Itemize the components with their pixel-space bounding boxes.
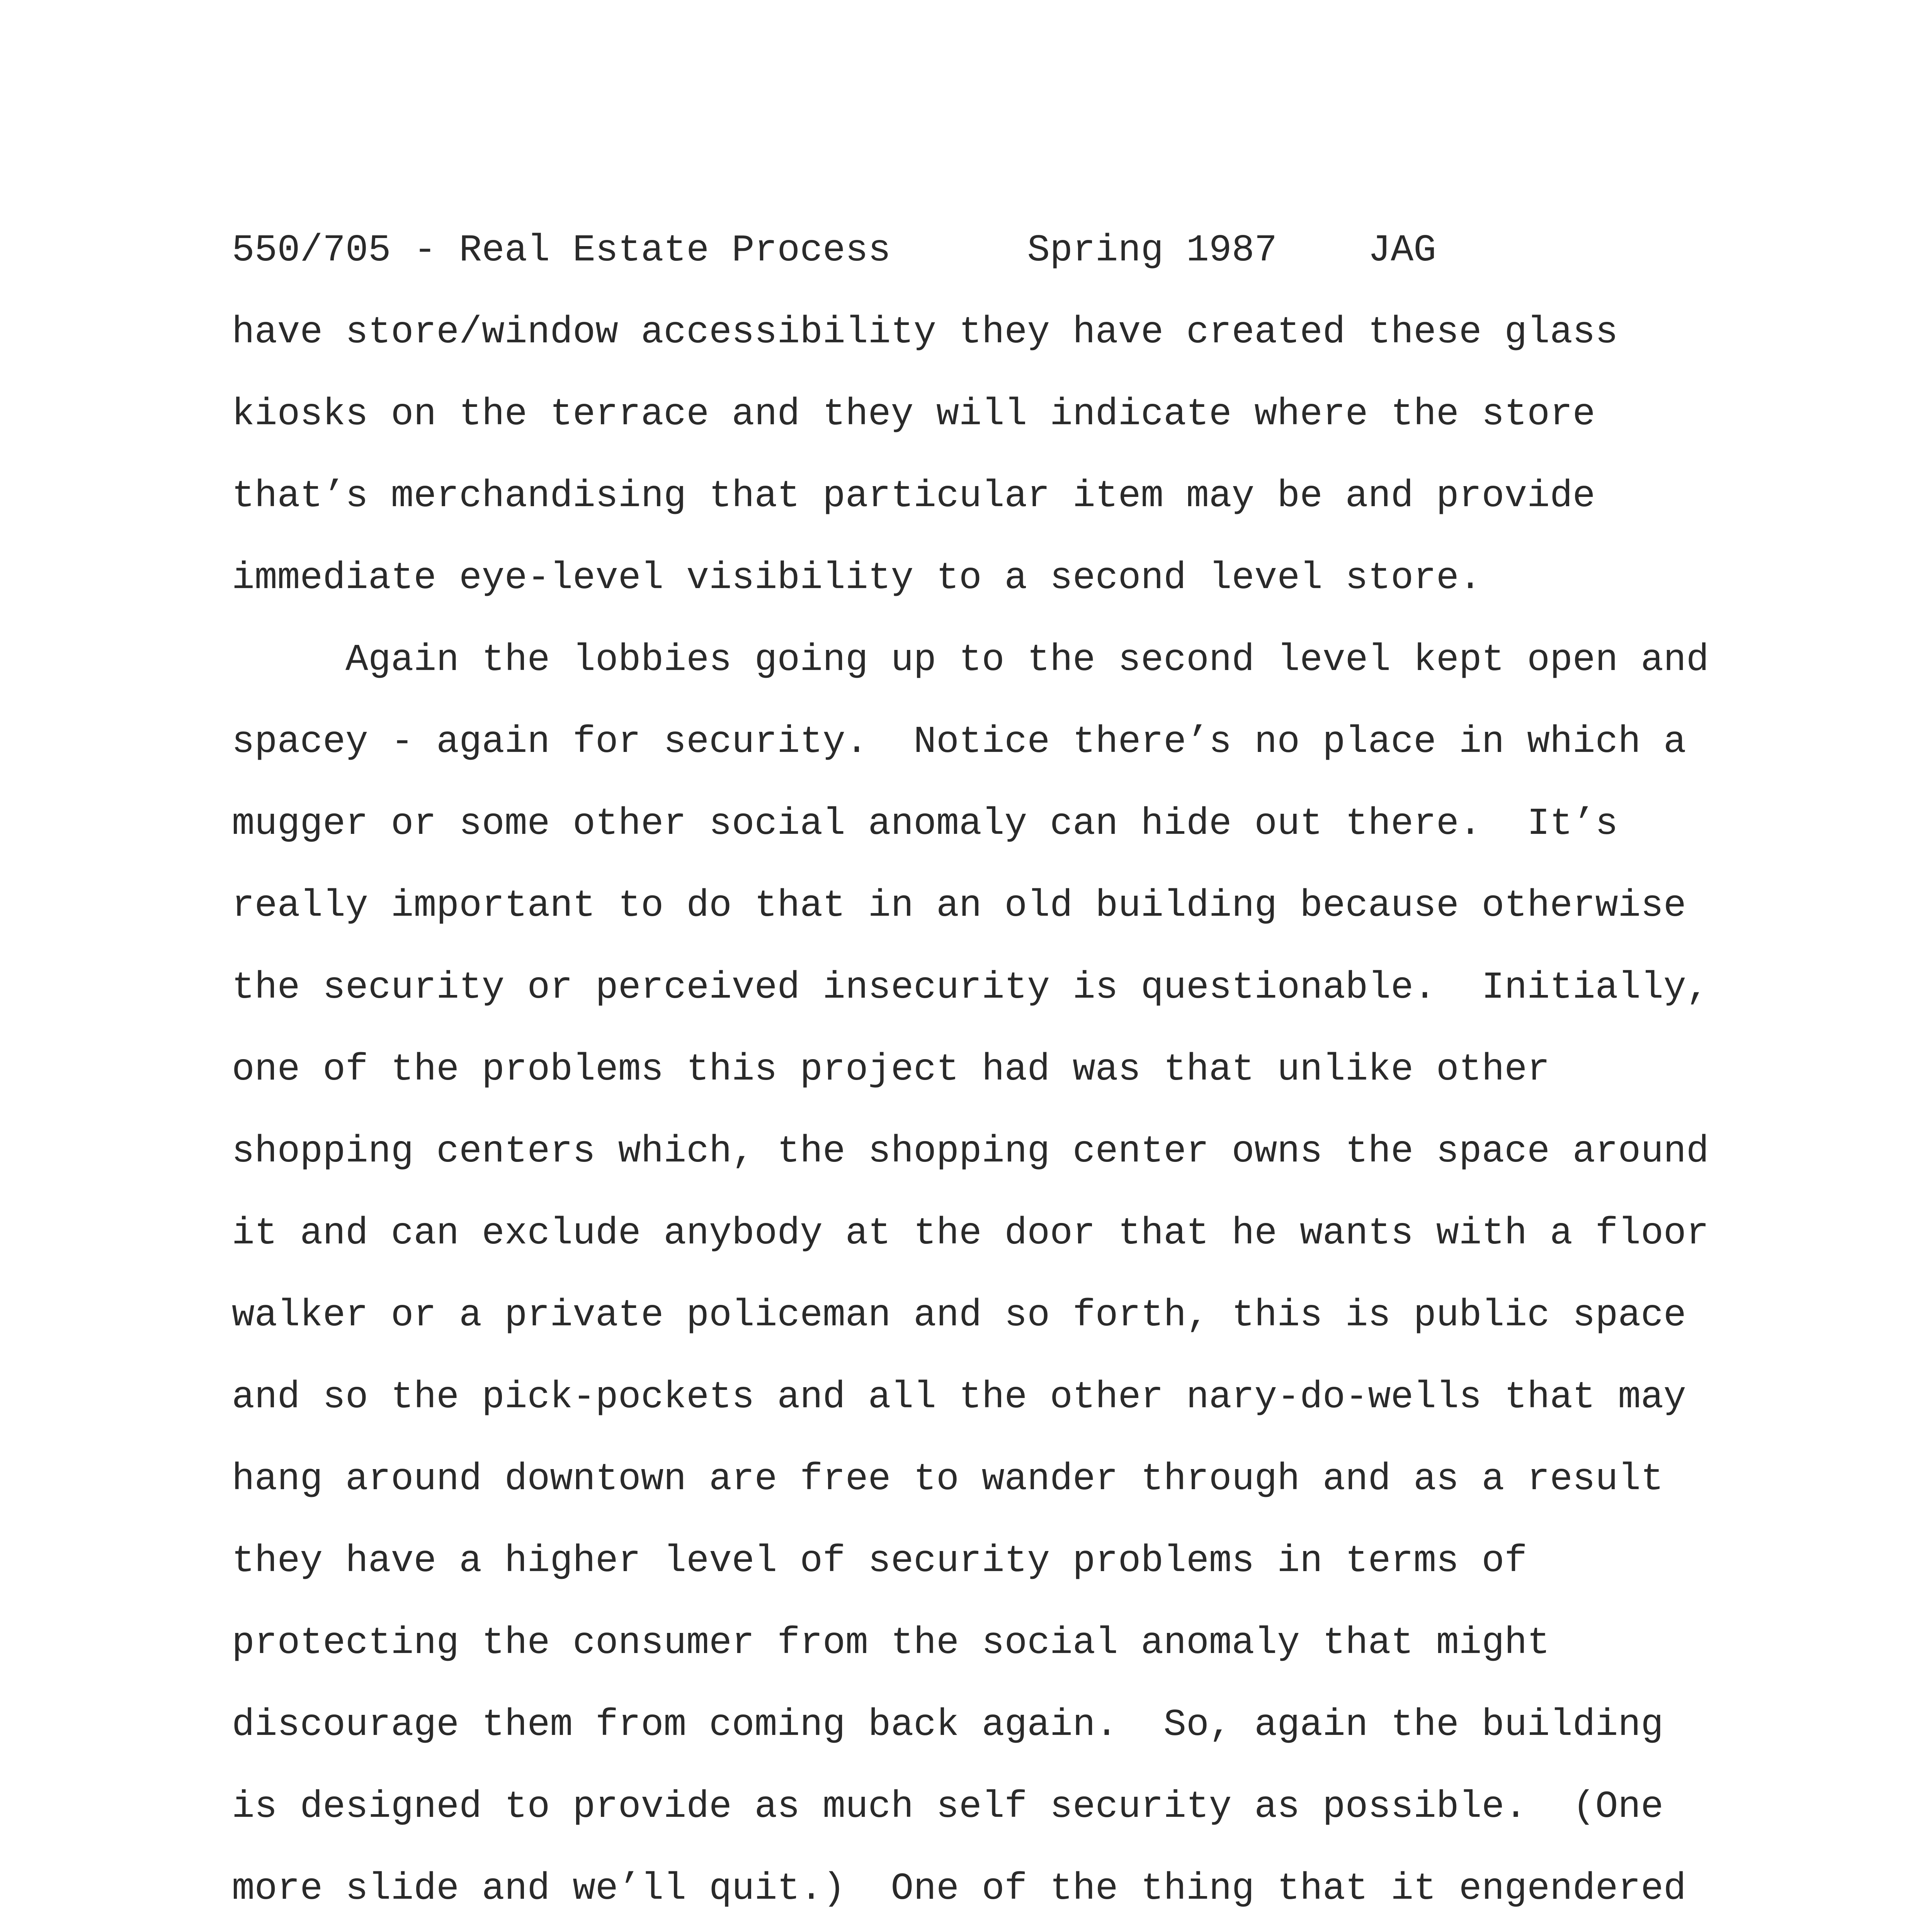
text-line: and so the pick-pockets and all the other nary-do-wells that may	[232, 1376, 1686, 1419]
text-line: hang around downtown are free to wander through and as a result	[232, 1458, 1664, 1501]
text-line: kiosks on the terrace and they will indicate where the store	[232, 393, 1595, 436]
text-line: one of the problems this project had was that unlike other	[232, 1048, 1550, 1091]
text-line: spacey - again for security. Notice there’s no place in which a	[232, 721, 1686, 764]
text-line: mugger or some other social anomaly can hide out there. It’s	[232, 803, 1618, 845]
text-line: really important to do that in an old building because otherwise	[232, 884, 1686, 927]
text-line: protecting the consumer from the social anomaly that might	[232, 1622, 1550, 1665]
text-line: discourage them from coming back again. So, again the building	[232, 1704, 1664, 1747]
text-line: more slide and we’ll quit.) One of the thing that it engendered	[232, 1867, 1686, 1910]
text-line: walker or a private policeman and so forth, this is public space	[232, 1294, 1686, 1337]
running-header: 550/705 - Real Estate Process Spring 1987 JAG	[232, 229, 1436, 272]
text-line: that’s merchandising that particular item may be and provide	[232, 475, 1595, 518]
text-line: immediate eye-level visibility to a second level store.	[232, 557, 1482, 600]
text-line: have store/window accessibility they have created these glass	[232, 311, 1618, 354]
text-line: shopping centers which, the shopping center owns the space around	[232, 1130, 1709, 1173]
text-line: the security or perceived insecurity is questionable. Initially,	[232, 966, 1709, 1009]
text-line: is designed to provide as much self security as possible. (One	[232, 1786, 1664, 1828]
text-line: Again the lobbies going up to the second level kept open and	[232, 639, 1709, 682]
text-line: it and can exclude anybody at the door that he wants with a floor	[232, 1212, 1709, 1255]
text-line: they have a higher level of security problems in terms of	[232, 1540, 1527, 1583]
